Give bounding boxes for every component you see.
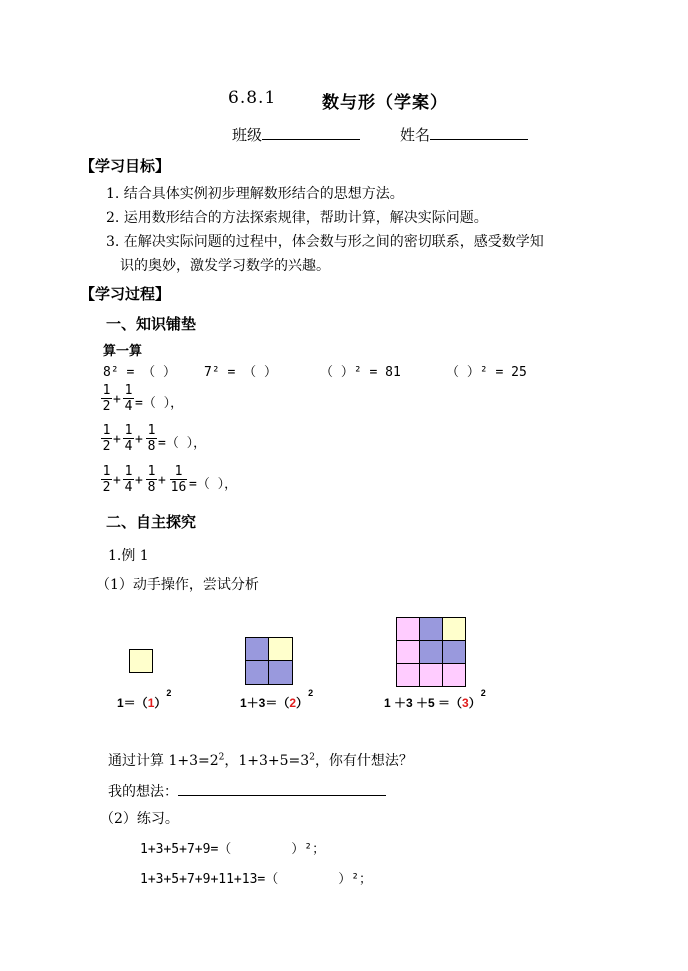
idea-blank[interactable] bbox=[178, 780, 386, 796]
square-tile bbox=[419, 617, 443, 641]
fraction: $\frac{1}{4}$ bbox=[124, 383, 133, 414]
fraction: $\frac{1}{4}$ bbox=[124, 423, 133, 454]
figure-equation: $1=(1)^2$ bbox=[117, 688, 172, 710]
square-tile bbox=[396, 663, 420, 687]
plus-sign: + bbox=[113, 392, 121, 407]
figure-equation: $1 +3 +5 =(3)^2$ bbox=[384, 688, 486, 710]
square-exercise: （ ）² = 25 bbox=[446, 365, 527, 380]
practice-item: 1+3+5+7+9+11+13=（ ）²； bbox=[140, 872, 373, 887]
square-tile bbox=[129, 649, 153, 673]
fraction-answer: =（ ）， bbox=[135, 396, 184, 411]
practice-item: 1+3+5+7+9=（ ）²； bbox=[140, 842, 326, 857]
idea-label: 我的想法： bbox=[108, 784, 178, 800]
calc-label: 算一算 bbox=[103, 344, 143, 359]
plus-sign: + bbox=[113, 432, 121, 447]
square-tile bbox=[442, 663, 466, 687]
page-title: 数与形（学案） bbox=[322, 93, 448, 113]
class-label: 班级 bbox=[232, 126, 263, 144]
goal-item: 识的奥妙，激发学习数学的兴趣。 bbox=[120, 258, 330, 274]
square-tile bbox=[442, 617, 466, 641]
process-heading: 【学习过程】 bbox=[80, 285, 171, 303]
fraction-answer: =（ ）， bbox=[189, 477, 238, 492]
question-text: 通过计算 $1+3=2^2$，$1+3+5=3^2$，你有什想法？ bbox=[108, 752, 413, 769]
fraction-answer: =（ ）， bbox=[158, 436, 207, 451]
goal-item: 2. 运用数形结合的方法探索规律，帮助计算，解决实际问题。 bbox=[106, 210, 488, 226]
section-number: 6.8.1 bbox=[228, 88, 277, 108]
square-tile bbox=[419, 640, 443, 664]
square-tile bbox=[245, 660, 269, 685]
square-exercise: 7² = （ ） bbox=[204, 365, 277, 380]
fraction: $\frac{1}{2}$ bbox=[102, 423, 111, 454]
name-label: 姓名 bbox=[400, 126, 431, 144]
fraction: $\frac{1}{2}$ bbox=[102, 383, 111, 414]
square-tile bbox=[396, 617, 420, 641]
fraction: $\frac{1}{2}$ bbox=[102, 464, 111, 495]
plus-sign: + bbox=[113, 473, 121, 488]
goals-heading: 【学习目标】 bbox=[80, 157, 171, 175]
answer-value: 2 bbox=[289, 696, 297, 710]
name-field[interactable] bbox=[400, 124, 528, 145]
step1-label: （1）动手操作，尝试分析 bbox=[96, 577, 259, 593]
section-explore: 二、自主探究 bbox=[106, 513, 197, 531]
fraction: $\frac{1}{4}$ bbox=[124, 464, 133, 495]
name-blank[interactable] bbox=[430, 124, 528, 140]
square-exercise: 8² = （ ） bbox=[103, 365, 176, 380]
goal-item: 3. 在解决实际问题的过程中，体会数与形之间的密切联系，感受数学知 bbox=[106, 234, 544, 250]
answer-value: 3 bbox=[462, 696, 469, 710]
fraction: $\frac{1}{16}$ bbox=[170, 464, 187, 495]
plus-sign: + bbox=[158, 473, 166, 488]
square-tile bbox=[268, 637, 293, 661]
idea-field[interactable] bbox=[108, 780, 386, 801]
example-label: 1.例 1 bbox=[108, 548, 149, 564]
answer-value: 1 bbox=[147, 696, 155, 710]
section-knowledge: 一、知识铺垫 bbox=[106, 315, 197, 333]
class-field[interactable] bbox=[232, 124, 360, 145]
fraction: $\frac{1}{8}$ bbox=[147, 423, 156, 454]
plus-sign: + bbox=[135, 473, 143, 488]
square-tile bbox=[245, 637, 269, 661]
square-tile bbox=[442, 640, 466, 664]
fraction: $\frac{1}{8}$ bbox=[147, 464, 156, 495]
step2-label: （2）练习。 bbox=[100, 811, 179, 827]
square-tile bbox=[419, 663, 443, 687]
square-tile bbox=[268, 660, 293, 685]
figure-equation: $1+3=(2)^2$ bbox=[240, 688, 314, 710]
plus-sign: + bbox=[135, 432, 143, 447]
goal-item: 1. 结合具体实例初步理解数形结合的思想方法。 bbox=[106, 186, 404, 202]
square-exercise: （ ）² = 81 bbox=[320, 365, 401, 380]
class-blank[interactable] bbox=[262, 124, 360, 140]
square-tile bbox=[396, 640, 420, 664]
